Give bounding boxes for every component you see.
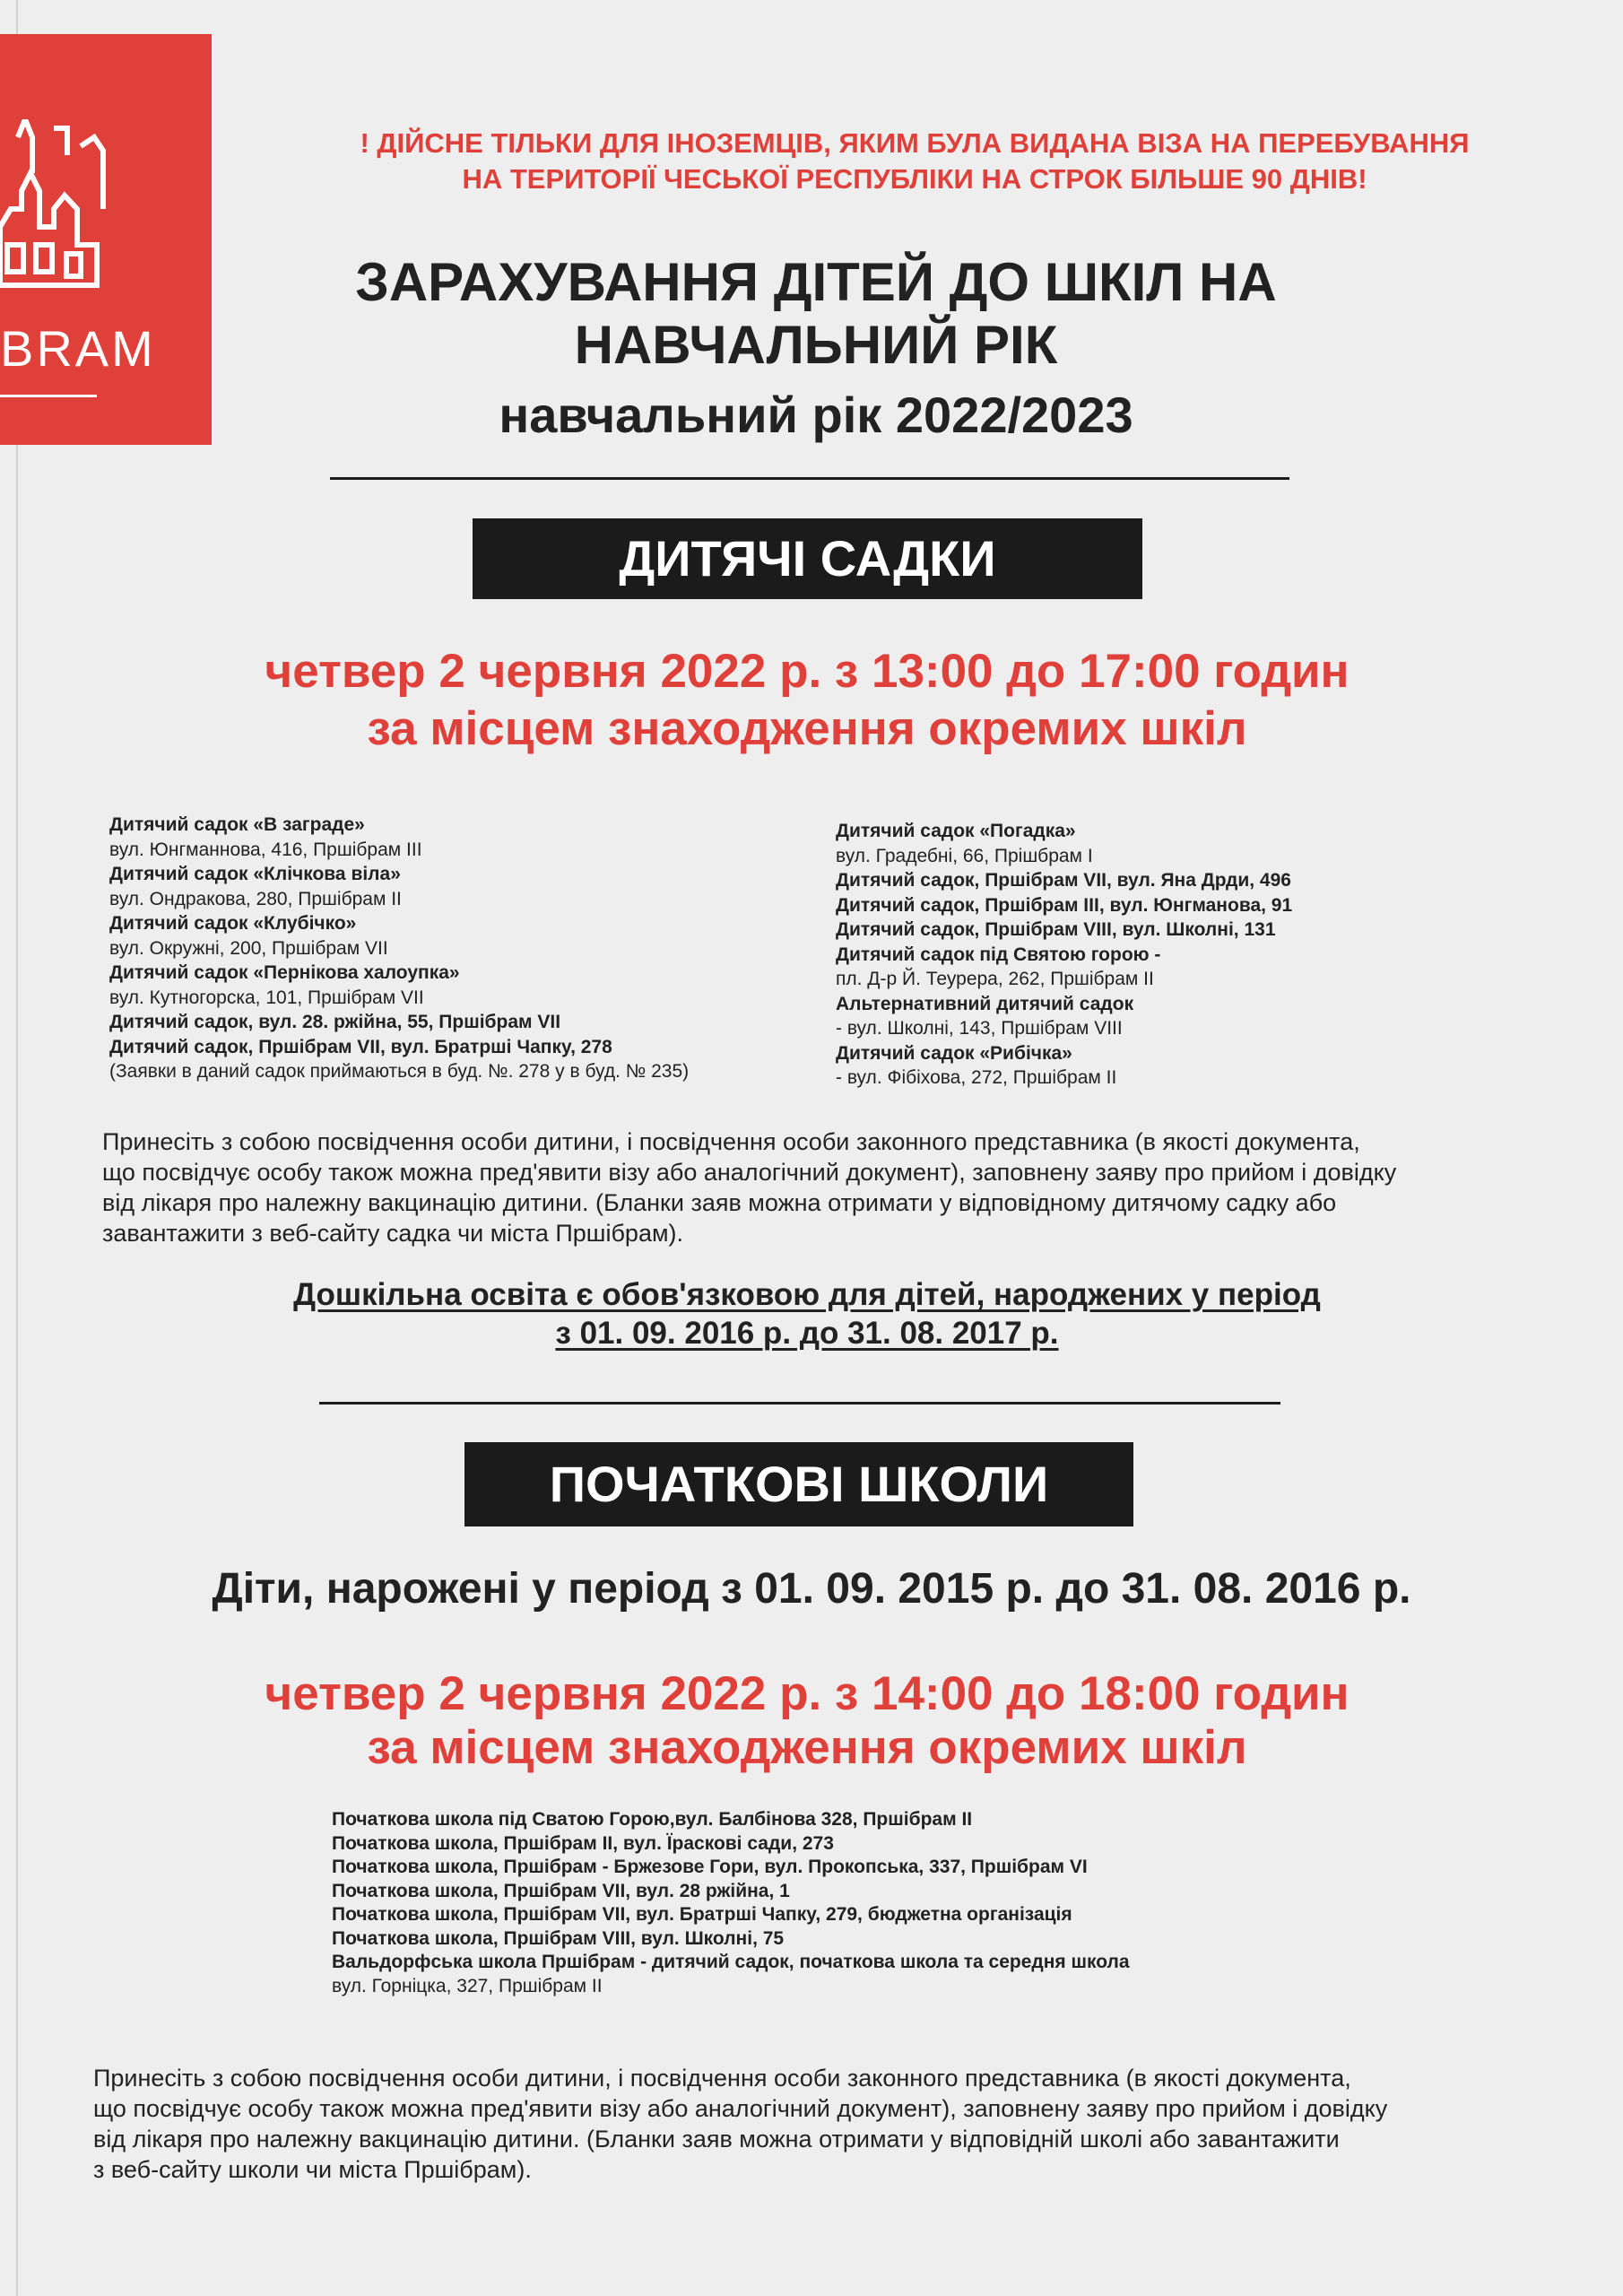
paragraph-line: що посвідчує особу також можна пред'явити візу або аналогічний документ), заповнену заяву про прийом і довідку xyxy=(93,2095,1388,2122)
list-item: Дитячий садок, Пршібрам VII, вул. Яна Дрди, 496 xyxy=(836,870,1291,891)
list-item: Початкова школа, Пршібрам - Бржезове Гори, вул. Прокопська, 337, Пршібрам VI xyxy=(332,1857,1088,1877)
list-item: Дитячий садок, Пршібрам VII, вул. Братршi Чапку, 278 xyxy=(109,1036,612,1057)
list-item: Вальдорфська школа Пршібрам - дитячий садок, початкова школа та середня школа xyxy=(332,1952,1130,1972)
paragraph-line: Принесіть з собою посвідчення особи дитини, і посвідчення особи законного представника (в якості документа, xyxy=(93,2065,1351,2092)
kindergarten-list-right xyxy=(836,819,1292,1091)
paragraph-line: з веб-сайту школи чи міста Пршібрам). xyxy=(93,2156,532,2183)
list-item: пл. Д-р Й. Теурера, 262, Пршібрам II xyxy=(836,969,1154,989)
warning-line: НА ТЕРИТОРІЇ ЧЕСЬКОЇ РЕСПУБЛІКИ НА СТРОК БІЛЬШЕ 90 ДНІВ! xyxy=(462,163,1367,195)
list-item: вул. Кутногорска, 101, Пршібрам VII xyxy=(109,987,424,1008)
list-item: (Заявки в даний садок приймаються в буд. №. 278 у в буд. № 235) xyxy=(109,1061,690,1082)
list-item: Початкова школа, Пршібрам VII, вул. Братршi Чапку, 279, бюджетна організація xyxy=(332,1904,1072,1925)
list-item: Дитячий садок «Пернікова халоупка» xyxy=(109,962,460,983)
kindergarten-instructions xyxy=(102,1126,1396,1248)
school-place-line: за місцем знаходження окремих шкіл xyxy=(367,1721,1247,1774)
list-item: Початкова школа, Пршібрам VIII, вул. Школні, 75 xyxy=(332,1927,785,1949)
visa-warning xyxy=(269,126,1560,197)
list-item: вул. Ондракова, 280, Пршібрам II xyxy=(109,888,402,909)
list-item: Альтернативний дитячий садок xyxy=(836,993,1134,1014)
list-item: вул. Окружні, 200, Пршібрам VII xyxy=(109,937,388,959)
list-item: - вул. Фібіхова, 272, Пршібрам II xyxy=(836,1067,1117,1088)
paragraph-line: від лікаря про належну вакцинацію дитини. (Бланки заяв можна отримати у відповідній школі або завантажити xyxy=(93,2126,1340,2152)
page-title xyxy=(269,251,1363,377)
list-item: - вул. Школні, 143, Пршібрам VIII xyxy=(836,1018,1123,1039)
paragraph-line: що посвідчує особу також можна пред'явити візу або аналогічний документ), заповнену заяву про прийом і довідку xyxy=(102,1159,1397,1186)
warning-line: ! ДІЙСНЕ ТІЛЬКИ ДЛЯ ІНОЗЕМЦІВ, ЯКИМ БУЛА ВИДАНА ВІЗА НА ПЕРЕБУВАННЯ xyxy=(360,127,1470,159)
logo-text: BRAM xyxy=(0,320,156,377)
list-item: Початкова школа, Пршібрам VII, вул. 28 ржійна, 1 xyxy=(332,1880,790,1901)
list-item: Дитячий садок «Клічкова віла» xyxy=(109,864,401,884)
divider xyxy=(330,477,1289,480)
list-item: вул. Юнгманнова, 416, Пршібрам III xyxy=(109,839,422,860)
list-item: Дитячий садок «В заграде» xyxy=(109,814,365,835)
school-instructions xyxy=(93,2063,1387,2185)
kindergartens-heading: ДИТЯЧІ САДКИ xyxy=(473,518,1142,599)
list-item: Дитячий садок під Святою горою - xyxy=(836,944,1161,965)
school-year-subtitle: навчальний рік 2022/2023 xyxy=(499,387,1133,443)
list-item: Дитячий садок, Пршібрам VIII, вул. Школні, 131 xyxy=(836,919,1276,940)
list-item: вул. Горніцка, 327, Пршібрам II xyxy=(332,1975,603,1996)
list-item: Дитячий садок «Клубічко» xyxy=(109,913,357,934)
school-date-line: четвер 2 червня 2022 р. з 14:00 до 18:00 годин xyxy=(265,1667,1350,1720)
title-line: ЗАРАХУВАННЯ ДІТЕЙ ДО ШКІЛ НА xyxy=(355,252,1277,312)
mandatory-preschool-note xyxy=(135,1275,1480,1352)
paragraph-line: від лікаря про належну вакцинацію дитини. (Бланки заяв можна отримати у відповідному дитячому садку або xyxy=(102,1189,1337,1216)
list-item: Початкова школа, Пршібрам II, вул. Їраскові сади, 273 xyxy=(332,1832,834,1854)
age-range-line: Діти, нарожені у період з 01. 09. 2015 р. до 31. 08. 2016 р. xyxy=(212,1565,1411,1613)
list-item: Дитячий садок, вул. 28. ржійна, 55, Пршібрам VII xyxy=(109,1012,561,1032)
school-list xyxy=(332,1808,1130,1998)
paragraph-line: Принесіть з собою посвідчення особи дитини, і посвідчення особи законного представника (в якості документа, xyxy=(102,1128,1360,1155)
paragraph-line: завантажити з веб-сайту садка чи міста Пршібрам). xyxy=(102,1220,684,1247)
primary-schools-heading: ПОЧАТКОВІ ШКОЛИ xyxy=(464,1442,1133,1526)
list-item: Дитячий садок «Рибічка» xyxy=(836,1042,1072,1064)
kindergarten-date-line: четвер 2 червня 2022 р. з 13:00 до 17:00 годин xyxy=(265,645,1350,698)
logo-underline xyxy=(0,395,97,397)
list-item: Початкова школа під Сватою Горою,вул. Балбінова 328, Пршібрам II xyxy=(332,1809,973,1830)
list-item: Дитячий садок, Пршібрам III, вул. Юнгманова, 91 xyxy=(836,894,1293,916)
note-line: Дошкільна освіта є обов'язковою для дітей, народжених у період xyxy=(293,1277,1321,1312)
list-item: Дитячий садок «Погадка» xyxy=(836,821,1076,841)
castle-icon xyxy=(0,119,108,299)
kindergarten-place-line: за місцем знаходження окремих шкіл xyxy=(367,702,1247,755)
kindergarten-list-left xyxy=(109,813,689,1084)
list-item: вул. Градебні, 66, Прішбрам I xyxy=(836,845,1093,866)
note-line: з 01. 09. 2016 р. до 31. 08. 2017 р. xyxy=(555,1316,1059,1351)
title-line: НАВЧАЛЬНИЙ РІК xyxy=(574,315,1058,375)
divider xyxy=(319,1402,1280,1405)
city-logo xyxy=(0,34,212,445)
